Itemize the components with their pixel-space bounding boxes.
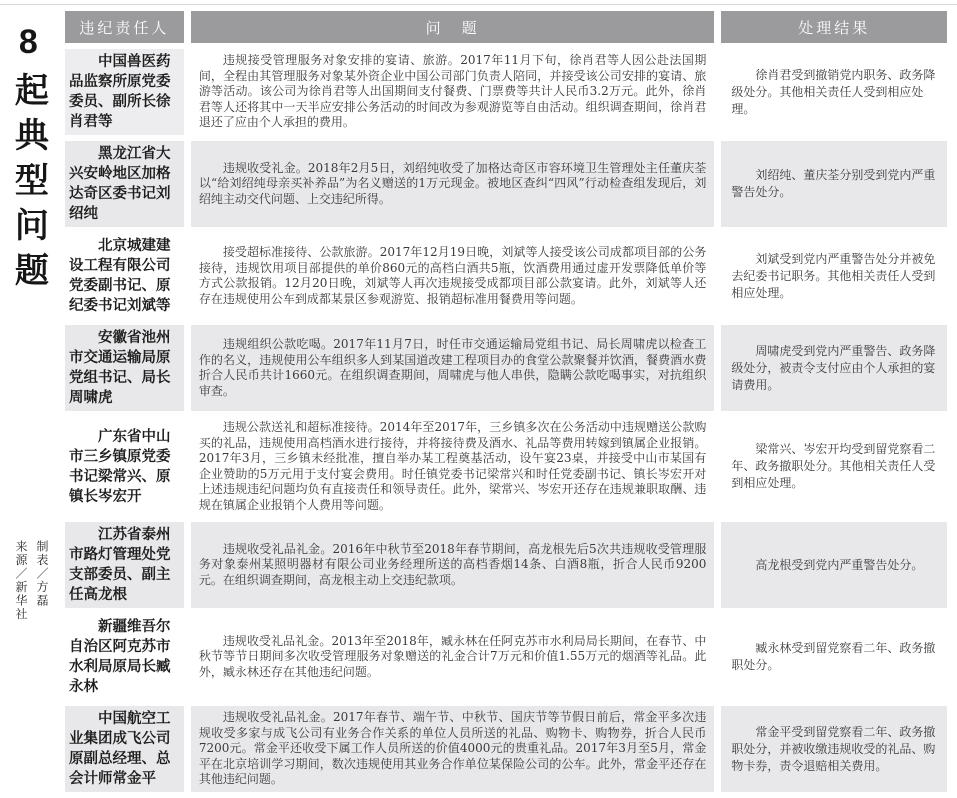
offender-cell: 安徽省池州市交通运输局原党组书记、局长周啸虎 [65,325,184,411]
column-header-result: 处理结果 [721,11,947,43]
problem-cell: 违规收受礼品礼金。2017年春节、端午节、中秋节、国庆节等节假日前后，常金平多次违规收受多家与成飞公司有业务合作关系的单位人员所送的礼品、购物卡、购物券，折合人民币7200元。常金平还收受下属工作人员所送的价值4000元的贵重礼品。2017年3月至5月，常金平在北京培训学习期间，数次违规使用其业务合作单位某保险公司的公车。此外，常金平还存在其他违纪问题。 [191,706,715,792]
problem-cell: 违规组织公款吃喝。2017年11月7日，时任市交通运输局党组书记、局长周啸虎以检查工作的名义，违规使用公车组织多人到某国道改建工程项目办的食堂公款聚餐并饮酒，餐费酒水费折合人民币共计1660元。在组织调查期间，周啸虎与他人串供，隐瞒公款吃喝事实，对抗组织审查。 [191,325,715,411]
problem-cell: 违规收受礼品礼金。2013年至2018年，臧永林在任阿克苏市水利局局长期间，在春节、中秋节等节日期间多次收受管理服务对象赠送的礼金合计7万元和价值1.55万元的烟酒等礼品。此外，臧永林还存在其他违纪问题。 [191,614,715,700]
result-cell: 周啸虎受到党内严重警告、政务降级处分，被责令支付应由个人承担的宴请费用。 [721,325,947,411]
problem-cell: 违规收受礼金。2018年2月5日，刘绍纯收受了加格达奇区市容环境卫生管理处主任董庆荃以“给刘绍纯母亲买补养品”为名义赠送的1万元现金。被地区查纠“四风”行动检查组发现后，刘绍纯主动交代问题、上交违纪所得。 [191,141,715,227]
offender-cell: 中国航空工业集团成飞公司原副总经理、总会计师常金平 [65,706,184,792]
result-cell: 徐肖君受到撤销党内职务、政务降级处分。其他相关责任人受到相应处理。 [721,49,947,135]
table-row [65,233,947,319]
problem-cell: 接受超标准接待、公款旅游。2017年12月19日晚，刘斌等人接受该公司成都项目部的公务接待，违规饮用项目部提供的单价860元的高档白酒共5瓶，饮酒费用通过虚开发票降低单价等方式公款报销。12月20日晚，刘斌等人再次违规接受成都项目部公款宴请。此外，刘斌等人还存在违规使用公车到成都某景区参观游览、报销超标准用餐费用等问题。 [191,233,715,319]
credits [10,540,52,621]
result-cell: 刘斌受到党内严重警告处分并被免去纪委书记职务。其他相关责任人受到相应处理。 [721,233,947,319]
discipline-cases-table [58,5,954,798]
left-sidebar [0,5,58,631]
problem-cell: 违规收受礼品礼金。2016年中秋节至2018年春节期间，高龙根先后5次共违规收受管理服务对象泰州某照明器材有限公司业务经理所送的高档香烟14条、白酒8瓶，折合人民币9200元。在组织调查期间，高龙根主动上交违纪款项。 [191,522,715,608]
page-title: 8起典型问题 [9,23,48,297]
problem-cell: 违规接受管理服务对象安排的宴请、旅游。2017年11月下旬，徐肖君等人因公赴法国期间，全程由其管理服务对象某外资企业中国公司部门负责人陪同，并接受该公司安排的宴请、旅游等活动。该公司为徐肖君等人出国期间支付餐费、门票费等共计人民币3.2万元。此外，徐肖君等人还将其中一天半应安排公务活动的时间改为参观游览等自由活动。组织调查期间，徐肖君退还了应由个人承担的费用。 [191,49,715,135]
page-layout [0,5,957,798]
problem-cell: 违规公款送礼和超标准接待。2014年至2017年，三乡镇多次在公务活动中违规赠送公款购买的礼品，违规使用高档酒水进行接待，并将接待费及酒水、礼品等费用转嫁到镇属企业报销。2017年3月，三乡镇未经批准，擅自举办某工程奠基活动，设午宴23桌，并接受中山市某国有企业赞助的5万元用于支付宴会费用。时任镇党委书记梁常兴和时任党委副书记、镇长岑宏开对上述违规违纪问题均负有直接责任和领导责任。此外，梁常兴、岑宏开还存在违规兼职取酬、违规在镇属企业报销个人费用等问题。 [191,417,715,516]
result-cell: 梁常兴、岑宏开均受到留党察看二年、政务撤职处分。其他相关责任人受到相应处理。 [721,417,947,516]
column-header-problem: 问 题 [191,11,715,43]
credit-made-by: 制表／方磊 [35,540,49,608]
offender-cell: 广东省中山市三乡镇原党委书记梁常兴、原镇长岑宏开 [65,417,184,516]
table-row [65,706,947,792]
offender-cell: 新疆维吾尔自治区阿克苏市水利局原局长臧永林 [65,614,184,700]
result-cell: 常金平受到留党察看二年、政务撤职处分，并被收缴违规收受的礼品、购物卡券，责令退赔相关费用。 [721,706,947,792]
credit-source: 来源／新华社 [14,540,28,621]
offender-cell: 北京城建建设工程有限公司党委副书记、原纪委书记刘斌等 [65,233,184,319]
offender-cell: 中国兽医药品监察所原党委委员、副所长徐肖君等 [65,49,184,135]
result-cell: 高龙根受到党内严重警告处分。 [721,522,947,608]
table-row [65,522,947,608]
table-row [65,141,947,227]
offender-cell: 黑龙江省大兴安岭地区加格达奇区委书记刘绍纯 [65,141,184,227]
table-row [65,417,947,516]
table-row [65,614,947,700]
result-cell: 刘绍纯、董庆荃分别受到党内严重警告处分。 [721,141,947,227]
table-row [65,325,947,411]
table-row [65,49,947,135]
table-header-row [65,11,947,43]
offender-cell: 江苏省泰州市路灯管理处党支部委员、副主任高龙根 [65,522,184,608]
column-header-offender: 违纪责任人 [65,11,184,43]
table-area [58,5,957,798]
result-cell: 臧永林受到留党察看二年、政务撤职处分。 [721,614,947,700]
